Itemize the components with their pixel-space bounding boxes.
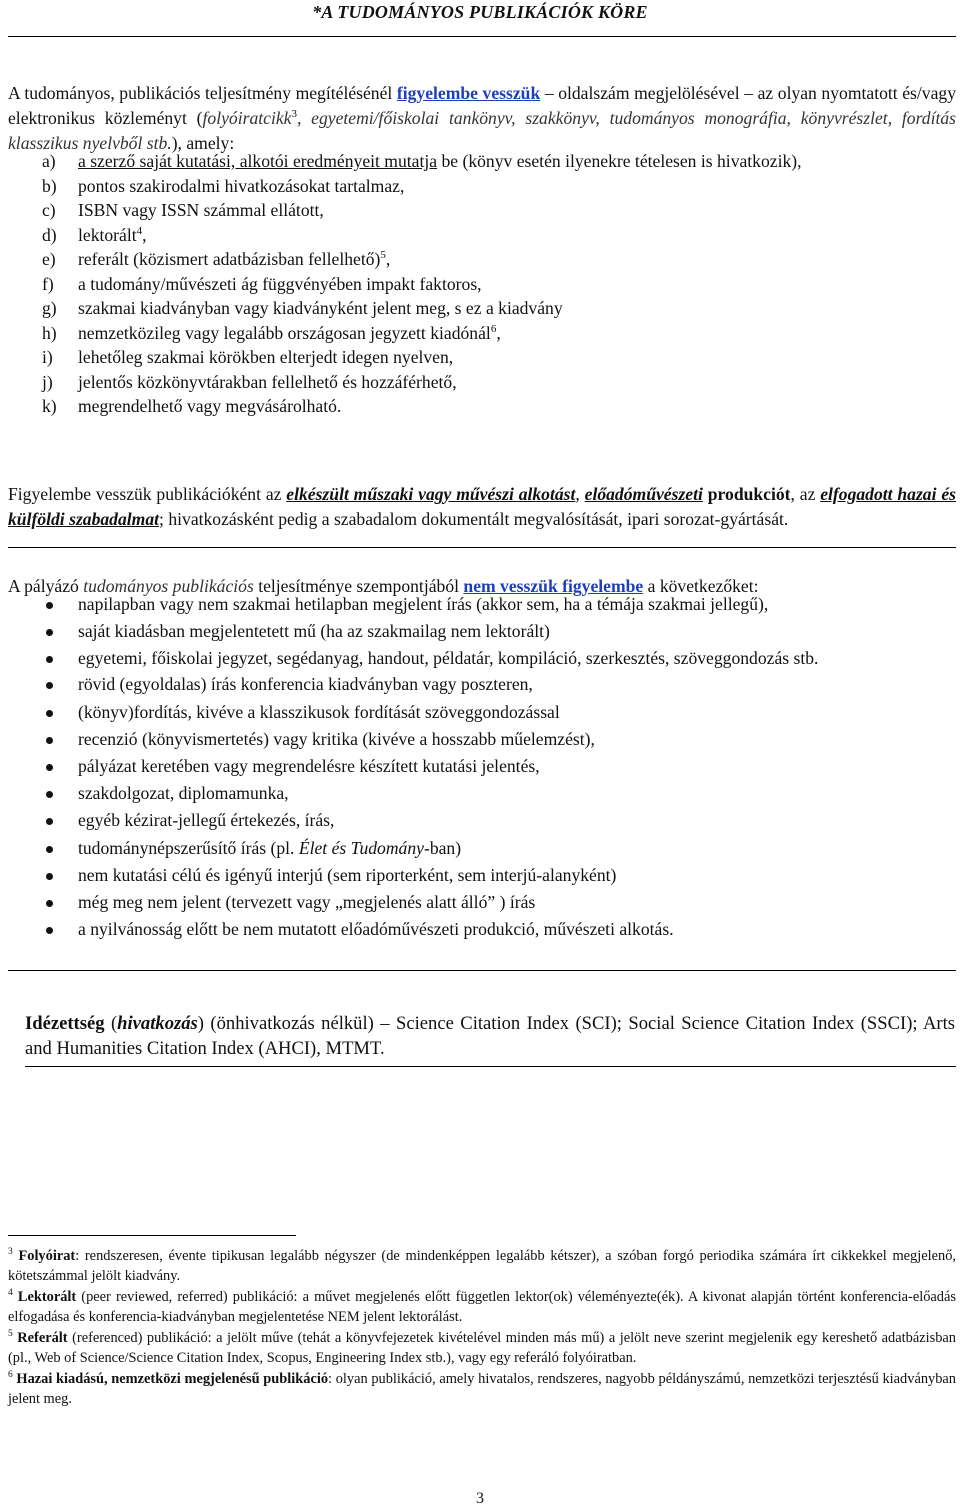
list-marker: c)	[42, 200, 56, 220]
intro-text-3: ), amely:	[171, 132, 235, 153]
criteria-item	[8, 370, 956, 395]
criteria-text: lektorált	[78, 224, 137, 245]
footnote-term: Referált	[17, 1330, 68, 1346]
bullet-icon	[46, 682, 53, 689]
figyelembe-vesszuk-link[interactable]: figyelembe vesszük	[396, 82, 541, 103]
citations-paragraph	[25, 1011, 955, 1061]
also-counted-item-1: elkészült műszaki vagy művészi alkotást	[286, 483, 576, 504]
list-marker: g)	[42, 298, 57, 318]
list-marker: d)	[42, 224, 57, 245]
page-number: 3	[476, 1490, 484, 1507]
bullet-icon	[46, 900, 53, 907]
nem-vesszuk-figyelembe-link[interactable]: nem vesszük figyelembe	[463, 575, 644, 596]
criteria-text: nemzetközileg vagy legalább országosan jegyzett kiadónál	[78, 322, 491, 343]
list-marker: f)	[42, 273, 54, 294]
bullet-icon	[46, 846, 53, 853]
also-counted-item-3: elfogadott hazai és külföldi szabadalmat	[8, 483, 956, 529]
list-item-italic: Élet és Tudomány	[298, 837, 424, 858]
list-item	[8, 699, 956, 726]
footnote-4	[8, 1287, 956, 1327]
footnote-ref-6[interactable]: 6	[490, 322, 497, 335]
list-item-text: egyéb kézirat-jellegű értekezés, írás,	[78, 810, 335, 831]
criteria-item	[8, 345, 956, 370]
footnote-text: : olyan publikáció, amely hivatalos, rendszeres, nagyobb példányszámú, nemzetközi terjesztésű kiadványban jelent meg.	[8, 1371, 956, 1407]
list-item-text: tudománynépszerűsítő írás (pl.	[78, 837, 299, 858]
list-item	[8, 835, 956, 862]
list-item	[8, 726, 956, 753]
criteria-item	[8, 394, 956, 419]
footnote-3	[8, 1246, 956, 1286]
footnote-ref-5[interactable]: 5	[380, 249, 386, 262]
criteria-tail: ,	[142, 224, 147, 245]
criteria-text: megrendelhető vagy megvásárolható.	[78, 396, 342, 416]
list-item-text: a nyilvánosság előtt be nem mutatott előadóművészeti produkció, művészeti alkotás.	[78, 919, 674, 940]
intro-text-2: – oldalszám megjelölésével – az olyan nyomtatott és/vagy elektronikus közleményt (	[8, 82, 956, 128]
also-counted-item-2b: produkciót	[702, 483, 791, 504]
intro-paragraph	[8, 81, 956, 156]
list-item-tail: -ban)	[423, 837, 462, 858]
list-item-text: rövid (egyoldalas) írás konferencia kiadványban vagy poszteren,	[78, 674, 533, 695]
citations-text-1: (	[104, 1012, 118, 1034]
criteria-item	[8, 198, 956, 223]
also-counted-text-1: Figyelembe vesszük publikációként az	[8, 483, 287, 504]
list-item-text: napilapban vagy nem szakmai hetilapban megjelent írás (akkor sem, ha a témája szakmai jellegű),	[78, 594, 769, 614]
bullet-icon	[46, 602, 53, 609]
citations-term: Idézettség	[25, 1012, 105, 1034]
also-counted-item-2a: előadóművészeti	[584, 483, 703, 504]
not-counted-text-2: teljesítménye szempontjából	[253, 575, 464, 596]
not-counted-italic: tudományos publikációs	[83, 575, 254, 596]
criteria-list	[8, 149, 956, 419]
criteria-item	[8, 149, 956, 174]
list-item-text: szakdolgozat, diplomamunka,	[78, 783, 289, 804]
not-counted-text-1: A pályázó	[8, 575, 84, 596]
list-marker: k)	[42, 396, 57, 416]
section-divider	[8, 970, 956, 971]
list-item	[8, 671, 956, 698]
footnote-term: Lektorált	[17, 1289, 77, 1305]
section-divider	[8, 547, 956, 548]
footnote-ref-4[interactable]: 4	[136, 224, 143, 237]
list-marker: a)	[42, 151, 56, 171]
intro-types-a: folyóiratcikk	[202, 107, 292, 128]
footnote-ref-3[interactable]: 3	[291, 107, 297, 120]
bullet-icon	[46, 710, 53, 717]
criteria-text: a tudomány/művészeti ág függvényében impakt faktoros,	[78, 273, 482, 294]
criteria-text: lehetőleg szakmai körökben elterjedt idegen nyelven,	[78, 347, 454, 367]
intro-text-1: A tudományos, publikációs teljesítmény megítélésénél	[8, 82, 397, 103]
bullet-icon	[46, 737, 53, 744]
criteria-underlined: a szerző saját kutatási, alkotói eredményeit mutatja	[78, 151, 438, 171]
list-marker: h)	[42, 322, 57, 343]
list-item	[8, 780, 956, 807]
list-item	[8, 618, 956, 645]
list-item-text: pályázat keretében vagy megrendelésre készített kutatási jelentés,	[78, 756, 540, 777]
bullet-icon	[46, 629, 53, 636]
criteria-text: ISBN vagy ISSN számmal ellátott,	[78, 200, 324, 220]
criteria-text: pontos szakirodalmi hivatkozásokat tartalmaz,	[78, 175, 405, 196]
list-item-text: egyetemi, főiskolai jegyzet, segédanyag, handout, példatár, kompiláció, szerkesztés, szöveggondozás stb.	[78, 648, 819, 669]
footnote-separator	[8, 1235, 296, 1236]
criteria-item	[8, 272, 956, 297]
footnote-term: Hazai kiadású, nemzetközi megjelenésű publikáció	[16, 1371, 329, 1387]
list-marker: j)	[42, 371, 53, 392]
footnote-number: 5	[8, 1329, 13, 1340]
intro-types-b: , egyetemi/főiskolai tankönyv, szakkönyv, tudományos monográfia, könyvrészlet, fordítás klasszikus nyelvből stb.	[8, 107, 956, 153]
criteria-item	[8, 296, 956, 321]
also-counted-paragraph	[8, 482, 956, 532]
criteria-text: referált (közismert adatbázisban fellelhető)	[78, 249, 381, 269]
list-item	[8, 753, 956, 780]
criteria-text: be (könyv esetén ilyenekre tételesen is hivatkozik),	[437, 151, 802, 171]
list-item-text: saját kiadásban megjelentetett mű (ha az szakmailag nem lektorált)	[78, 621, 550, 642]
citations-italic-term: hivatkozás	[117, 1012, 198, 1034]
footnote-6	[8, 1369, 956, 1409]
also-counted-text-2: ; hivatkozásként pedig a szabadalom dokumentált megvalósítását, ipari sorozat-gyártását.	[159, 508, 789, 529]
list-item	[8, 591, 956, 618]
bullet-icon	[46, 764, 53, 771]
list-item	[8, 889, 956, 916]
footnote-text: : rendszeresen, évente tipikusan legalább négyszer (de mindenképpen legalább kétszer), a szóban forgó periodika számára írt cikkekkel megjelenő, kötetszámmal jelölt kiadvány.	[8, 1248, 956, 1284]
section-divider	[25, 1066, 956, 1067]
citations-text-2: ) (önhivatkozás nélkül) – Science Citation Index (SCI); Social Science Citation Index (SSCI); Arts and Humanities Citation Index (AHCI), MTMT.	[25, 1012, 956, 1059]
footnote-5	[8, 1328, 956, 1368]
list-item	[8, 862, 956, 889]
bullet-icon	[46, 873, 53, 880]
list-item-text: nem kutatási célú és igényű interjú (sem riporterként, sem interjú-alanyként)	[78, 864, 617, 885]
criteria-tail: ,	[496, 322, 501, 343]
list-item	[8, 807, 956, 834]
footnote-number: 6	[8, 1370, 13, 1381]
criteria-text: jelentős közkönyvtárakban fellelhető és hozzáférhető,	[78, 371, 457, 392]
criteria-item	[8, 174, 956, 199]
list-marker: b)	[42, 175, 57, 196]
bullet-icon	[46, 791, 53, 798]
criteria-tail: ,	[385, 249, 391, 269]
excluded-list	[8, 591, 956, 943]
criteria-item	[8, 321, 956, 346]
bullet-icon	[46, 656, 53, 663]
criteria-item	[8, 247, 956, 272]
list-item-text: (könyv)fordítás, kivéve a klasszikusok fordítását szöveggondozással	[78, 701, 560, 722]
footnote-number: 4	[8, 1288, 13, 1299]
bullet-icon	[46, 818, 53, 825]
list-item-text: még meg nem jelent (tervezett vagy „megjelenés alatt álló” ) írás	[78, 892, 536, 913]
also-counted-sep-1: ,	[575, 483, 585, 504]
not-counted-text-3: a következőket:	[643, 575, 759, 596]
bullet-icon	[46, 927, 53, 934]
footnotes	[8, 1246, 956, 1410]
footnote-text: (peer reviewed, referred) publikáció: a művet megjelenés előtt független lektor(ok) véleményezte(ék). A kivonat alapján történt konferencia-előadás elfogadása és konferencia-kiadványban megjelentetése NEM jelent lektorálást.	[8, 1289, 956, 1325]
also-counted-sep-2: , az	[790, 483, 821, 504]
list-item	[8, 645, 956, 671]
list-item	[8, 916, 956, 943]
list-marker: i)	[42, 347, 53, 367]
footnote-number: 3	[8, 1247, 13, 1258]
footnote-term: Folyóirat	[18, 1248, 76, 1264]
criteria-item	[8, 223, 956, 248]
page-title: *A TUDOMÁNYOS PUBLIKÁCIÓK KÖRE	[312, 2, 648, 22]
header-divider	[8, 36, 956, 37]
list-item-text: recenzió (könyvismertetés) vagy kritika (kivéve a hosszabb műelemzést),	[78, 728, 595, 749]
list-marker: e)	[42, 249, 56, 269]
criteria-text: szakmai kiadványban vagy kiadványként jelent meg, s ez a kiadvány	[78, 298, 563, 318]
footnote-text: (referenced) publikáció: a jelölt műve (tehát a könyvfejezetek kivételével minden más mű) a jelölt neve szerint megjelenik egy kereshető adatbázisban (pl., Web of Science/Science Citation Index, Scopus, Engineering Index stb.), vagy egy referáló folyóiratban.	[8, 1330, 956, 1366]
